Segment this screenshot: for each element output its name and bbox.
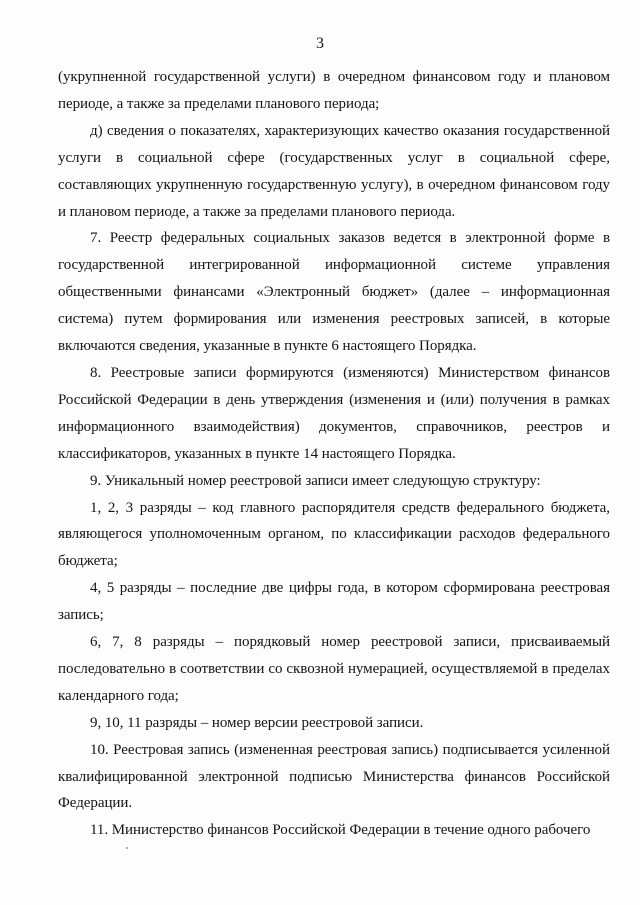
paragraph-7: 7. Реестр федеральных социальных заказов ведется в электронной форме в государственной интегрированной информационной системе управления общественными финансами «Электронный бюджет» (далее – информационная система) путем формирования или изменения реестровых записей, в которые включаются сведения, указанные в пункте 6 настоящего Порядка. bbox=[58, 230, 610, 355]
paragraph-digits-9-11: 9, 10, 11 разряды – номер версии реестровой записи. bbox=[90, 714, 424, 731]
scan-speck bbox=[126, 847, 128, 849]
document-body bbox=[58, 64, 610, 844]
paragraph-item-d: д) сведения о показателях, характеризующих качество оказания государственной услуги в социальной сфере (государственных услуг в социальной сфере, составляющих укрупненную государственную услугу), в очередном финансовом году и плановом периоде, а также за пределами планового периода. bbox=[58, 122, 610, 220]
paragraph-11: 11. Министерство финансов Российской Федерации в течение одного рабочего bbox=[90, 822, 591, 839]
paragraph-digits-4-5: 4, 5 разряды – последние две цифры года, в котором сформирована реестровая запись; bbox=[58, 580, 610, 624]
paragraph-digits-6-8: 6, 7, 8 разряды – порядковый номер реестровой записи, присваиваемый последовательно в соответствии со сквозной нумерацией, осуществляемой в пределах календарного года; bbox=[58, 634, 610, 704]
page-number: 3 bbox=[316, 35, 324, 52]
paragraph-continuation: (укрупненной государственной услуги) в очередном финансовом году и плановом периоде, а также за пределами планового периода; bbox=[58, 69, 610, 112]
paragraph-9: 9. Уникальный номер реестровой записи имеет следующую структуру: bbox=[90, 472, 541, 489]
paragraph-10: 10. Реестровая запись (измененная реестровая запись) подписывается усиленной квалифицированной электронной подписью Министерства финансов Российской Федерации. bbox=[58, 741, 610, 812]
paragraph-digits-1-3: 1, 2, 3 разряды – код главного распорядителя средств федерального бюджета, являющегося уполномоченным органом, по классификации расходов федерального бюджета; bbox=[58, 499, 610, 570]
paragraph-8: 8. Реестровые записи формируются (изменяются) Министерством финансов Российской Федерации в день утверждения (изменения и (или) получения в рамках информационного взаимодействия) документов, справочников, реестров и классификаторов, указанных в пункте 14 настоящего Порядка. bbox=[58, 364, 610, 462]
